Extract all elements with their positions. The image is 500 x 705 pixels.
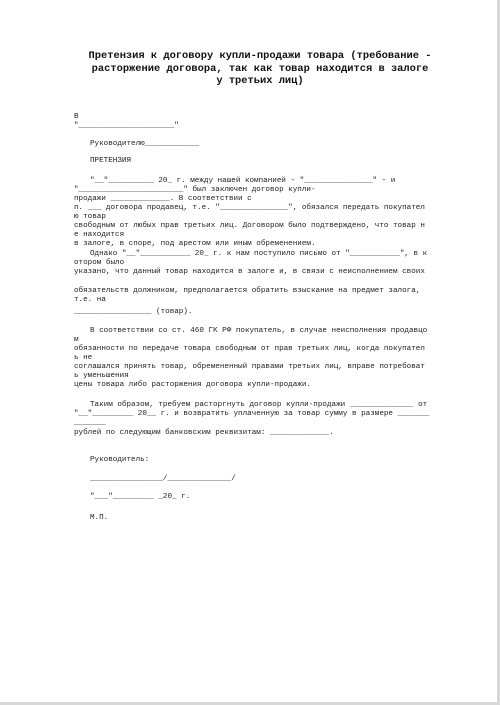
- text-line: в залоге, в споре, под арестом или иным обременением.: [74, 240, 316, 248]
- signature-label: Руководитель:: [90, 456, 150, 464]
- text-line: е находится: [74, 231, 125, 239]
- text-line: м: [74, 336, 79, 344]
- text-line: ь уменьшения: [74, 372, 129, 380]
- text-line: отором было: [74, 259, 125, 267]
- text-line: обязанности по передаче товара свободным от прав третьих лиц, когда покупател: [74, 345, 425, 353]
- text-line: "_______________________" был заключен договор купли-: [74, 186, 316, 194]
- addressee-line: "_____________________": [74, 122, 179, 130]
- text-line: ю товар: [74, 213, 106, 221]
- text-line: т.е. на: [74, 296, 106, 304]
- text-line: указано, что данный товар находится в залоге и, в связи с неисполнением своих: [74, 268, 425, 276]
- title-line: Претензия к договору купли-продажи товара (требование -: [88, 50, 432, 62]
- text-line: рублей по следующим банковским реквизитам: _____________.: [74, 429, 334, 437]
- title-line: у третьих лиц): [216, 75, 304, 87]
- signature-line: ________________/______________/: [90, 475, 236, 483]
- text-line: продажи _____________. В соответствии с: [74, 195, 252, 203]
- text-line: Однако "__"___________ 20_ г. к нам поступило письмо от "___________", в к: [90, 250, 428, 258]
- text-line: "__"__________ 20_ г. между нашей компанией - "_______________" - и: [90, 177, 396, 185]
- addressee-line: В: [74, 113, 79, 121]
- seal-mark: М.П.: [90, 514, 109, 522]
- text-line: _________________ (товар).: [74, 308, 193, 316]
- text-line: ь не: [74, 354, 93, 362]
- text-line: В соответствии со ст. 460 ГК РФ покупатель, в случае неисполнения продавцо: [90, 327, 428, 335]
- claim-heading: ПРЕТЕНЗИЯ: [90, 157, 132, 165]
- text-line: п. ___ договора продавец, т.е. "_______________", обязался передать покупател: [74, 204, 425, 212]
- signature-date: "___"_________ _20_ г.: [90, 493, 191, 501]
- text-line: Таким образом, требуем расторгнуть договор купли-продажи ______________ от: [90, 401, 428, 409]
- text-line: соглашался принять товар, обремененный правами третьих лиц, вправе потребоват: [74, 363, 425, 371]
- text-line: цены товара либо расторжения договора купли-продажи.: [74, 381, 311, 389]
- document-title: [60, 50, 460, 88]
- text-line: _______: [74, 419, 106, 427]
- addressee-line: Руководителю____________: [90, 140, 200, 148]
- text-line: обязательств должником, предполагается обратить взыскание на предмет залога,: [74, 287, 421, 295]
- text-line: свободным от любых прав третьих лиц. Договором было подтверждено, что товар н: [74, 222, 425, 230]
- title-line: расторжение договора, так как товар находится в залоге: [91, 62, 429, 75]
- text-line: "__"_________ 20__ г. и возвратить уплаченную за товар сумму в размере _______: [74, 410, 430, 418]
